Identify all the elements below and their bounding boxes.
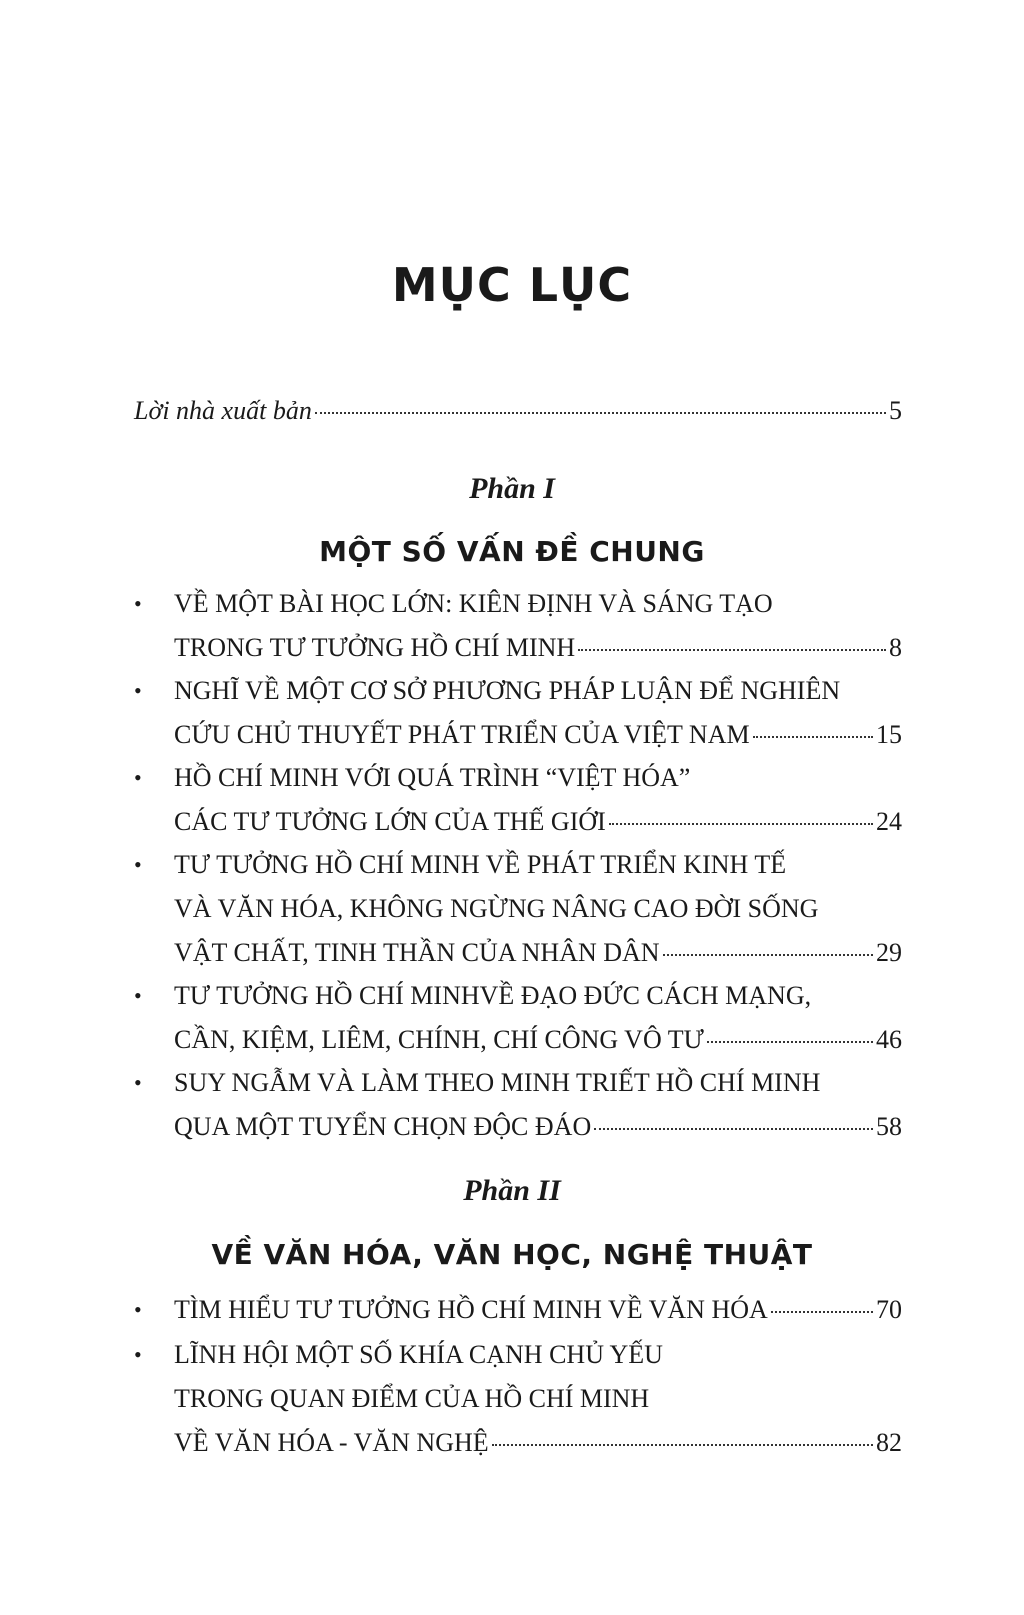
bullet-marker: • [134,591,142,616]
entry-last-line [174,1018,902,1062]
entry-page-number: 24 [876,807,902,836]
part-2-title: VỀ VĂN HÓA, VĂN HỌC, NGHỆ THUẬT [211,1238,813,1271]
entry-label: Lời nhà xuất bản [134,396,312,425]
dot-leader [663,954,873,956]
part-1-label: Phần I [469,472,555,505]
page-title: MỤC LỤC [391,258,633,312]
toc-entry[interactable] [134,582,902,670]
entry-line: SUY NGẪM VÀ LÀM THEO MINH TRIẾT HỒ CHÍ MINH [174,1068,821,1097]
entry-page-number: 5 [889,396,902,425]
toc-entry[interactable] [134,843,902,975]
entry-line: QUA MỘT TUYỂN CHỌN ĐỘC ĐÁO [174,1112,592,1141]
entry-page-number: 46 [876,1025,902,1054]
entry-page-number: 58 [876,1112,902,1141]
toc-entry[interactable] [134,756,902,844]
bullet-marker: • [134,678,142,703]
entry-line: CÁC TƯ TƯỞNG LỚN CỦA THẾ GIỚI [174,807,606,836]
part-2-label: Phần II [463,1174,561,1207]
entry-last-line [174,800,902,844]
bullet-marker: • [134,1070,142,1095]
entry-line: LĨNH HỘI MỘT SỐ KHÍA CẠNH CHỦ YẾU [174,1340,663,1369]
bullet-marker: • [134,983,142,1008]
entry-last-line [174,931,902,975]
toc-entry[interactable] [134,1288,902,1332]
entry-page-number: 8 [889,633,902,662]
entry-line: TÌM HIỂU TƯ TƯỞNG HỒ CHÍ MINH VỀ VĂN HÓA [174,1295,768,1324]
bullet-marker: • [134,1297,142,1322]
entry-page-number: 29 [876,938,902,967]
toc-entry-preface[interactable] [134,396,902,426]
bullet-marker: • [134,852,142,877]
dot-leader [771,1311,873,1313]
entry-line: TRONG QUAN ĐIỂM CỦA HỒ CHÍ MINH [174,1384,650,1413]
dot-leader [753,736,873,738]
dot-leader [315,412,886,414]
entry-line: CẦN, KIỆM, LIÊM, CHÍNH, CHÍ CÔNG VÔ TƯ [174,1025,704,1054]
toc-entry[interactable] [134,669,902,757]
bullet-marker: • [134,1342,142,1367]
bullet-marker: • [134,765,142,790]
entry-last-line [174,1288,902,1332]
entry-line: TRONG TƯ TƯỞNG HỒ CHÍ MINH [174,633,576,662]
entry-line: VỀ VĂN HÓA - VĂN NGHỆ [174,1428,489,1457]
entry-page-number: 70 [876,1295,902,1324]
toc-entry[interactable] [134,974,902,1062]
entry-line: NGHĨ VỀ MỘT CƠ SỞ PHƯƠNG PHÁP LUẬN ĐỂ NGHIÊN [174,676,841,705]
entry-line: TƯ TƯỞNG HỒ CHÍ MINH VỀ PHÁT TRIỂN KINH TẾ [174,850,787,879]
entry-line: CỨU CHỦ THUYẾT PHÁT TRIỂN CỦA VIỆT NAM [174,720,750,749]
dot-leader [707,1041,873,1043]
dot-leader [578,649,886,651]
entry-line: TƯ TƯỞNG HỒ CHÍ MINHVỀ ĐẠO ĐỨC CÁCH MẠNG, [174,981,812,1010]
part-1-title: MỘT SỐ VẤN ĐỀ CHUNG [319,535,705,568]
entry-last-line [174,626,902,670]
entry-page-number: 82 [876,1428,902,1457]
dot-leader [609,823,873,825]
entry-page-number: 15 [876,720,902,749]
toc-entry[interactable] [134,1061,902,1149]
entry-last-line [174,1421,902,1465]
dot-leader [492,1444,873,1446]
entry-last-line [174,713,902,757]
entry-line: VẬT CHẤT, TINH THẦN CỦA NHÂN DÂN [174,938,660,967]
entry-last-line [174,1105,902,1149]
toc-entry[interactable] [134,1333,902,1465]
entry-line: VỀ MỘT BÀI HỌC LỚN: KIÊN ĐỊNH VÀ SÁNG TẠO [174,589,773,618]
entry-line: VÀ VĂN HÓA, KHÔNG NGỪNG NÂNG CAO ĐỜI SỐNG [174,894,819,923]
dot-leader [594,1128,873,1130]
entry-line: HỒ CHÍ MINH VỚI QUÁ TRÌNH “VIỆT HÓA” [174,763,691,792]
